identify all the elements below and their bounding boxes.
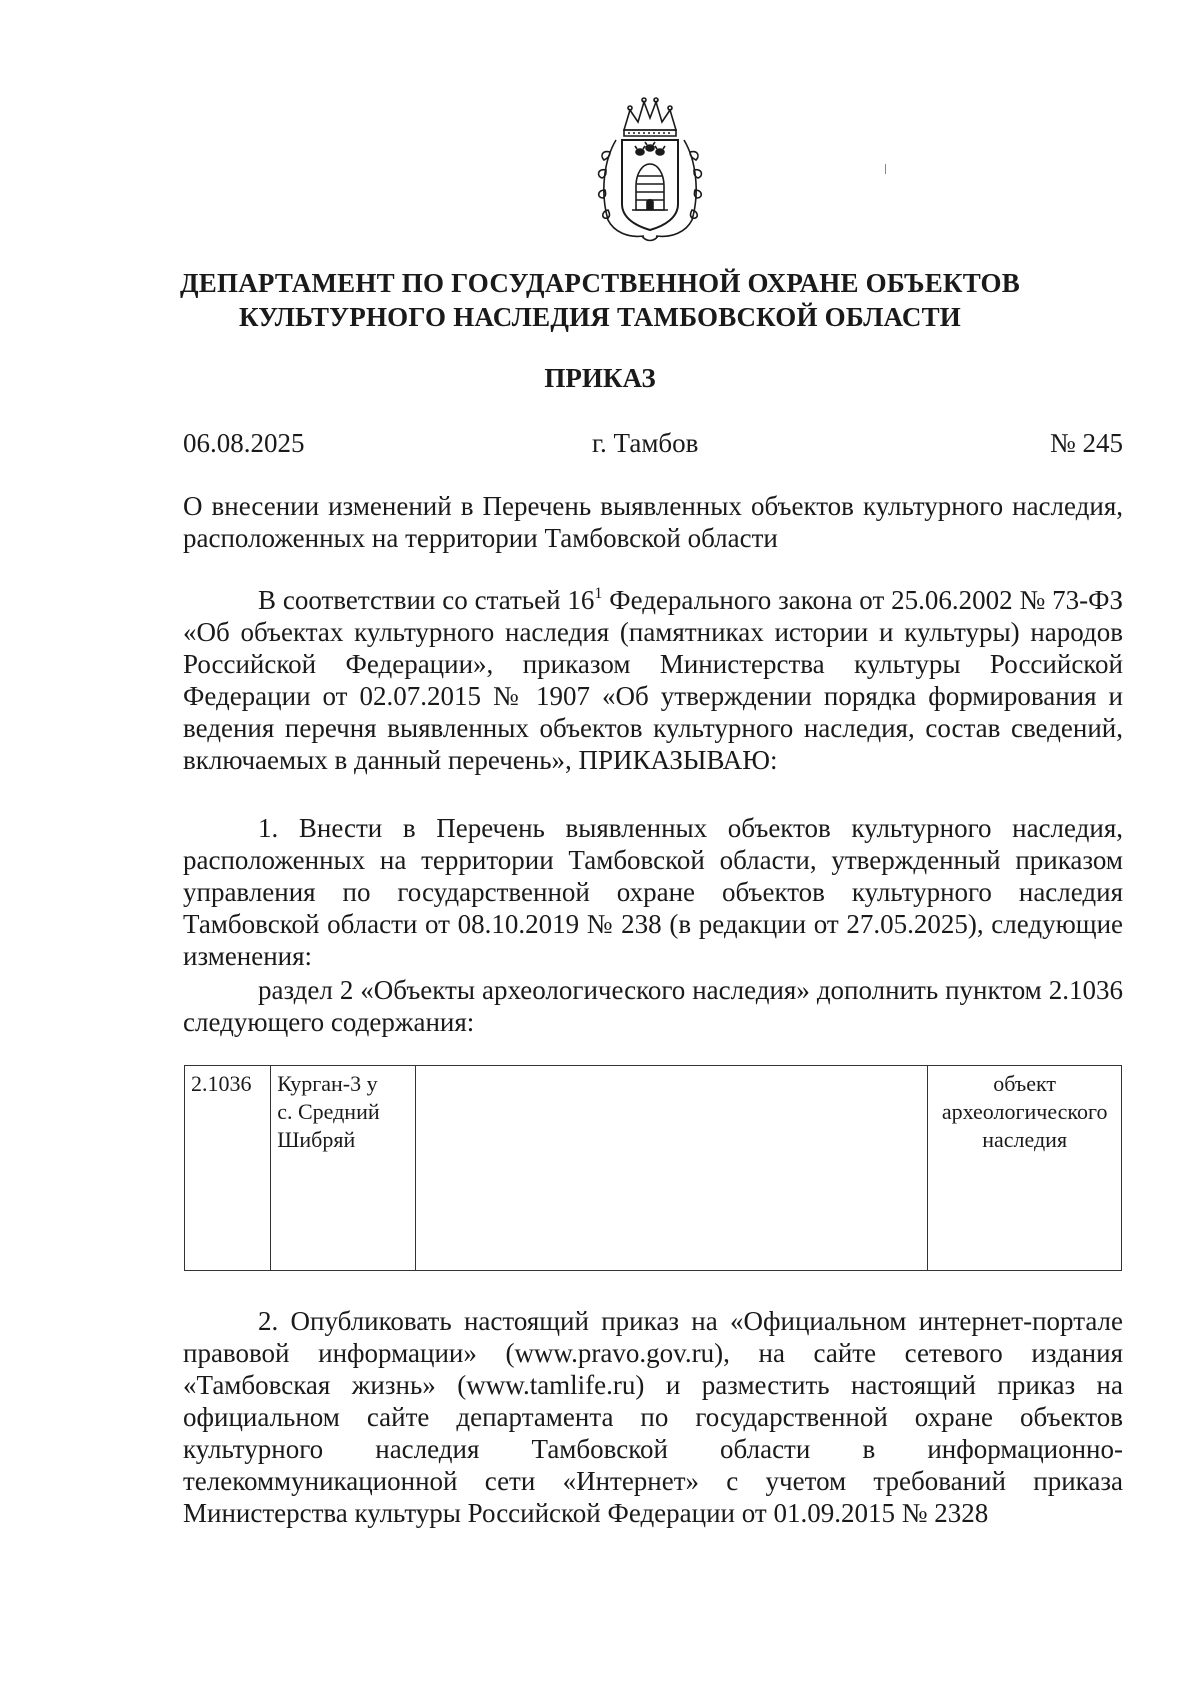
- article-superscript: 1: [594, 585, 603, 602]
- order-subject: О внесении изменений в Перечень выявленных объектов культурного наследия, расположенных на территории Тамбовской области: [183, 491, 1123, 553]
- tambov-coat-of-arms-icon: [594, 96, 706, 242]
- department-name: [150, 266, 1050, 334]
- document-type-title: ПРИКАЗ: [544, 363, 656, 393]
- order-date: 06.08.2025: [183, 428, 305, 458]
- section-addition-note: раздел 2 «Объекты археологического наследия» дополнить пунктом 2.1036 следующего содержания:: [183, 975, 1123, 1037]
- order-city: г. Тамбов: [592, 428, 699, 458]
- object-type-line: археологического: [941, 1099, 1108, 1124]
- order-item-2: 2. Опубликовать настоящий приказ на «Официальном интернет-портале правовой информации» (www.pravo.gov.ru), на сайте сетевого издания «Тамбовская жизнь» (www.tamlife.ru) и разместить настоящий приказ на официальном сайте департамента по государственной охране объектов культурного наследия Тамбовской области в информационно-телекоммуникационной сети «Интернет» с учетом требований приказа Министерства культуры Российской Федерации от 01.09.2015 № 2328: [183, 1306, 1123, 1528]
- order-item-1: 1. Внести в Перечень выявленных объектов культурного наследия, расположенных на территории Тамбовской области, утвержденный приказом управления по государственной охране объектов культурного наследия Тамбовской области от 08.10.2019 № 238 (в редакции от 27.05.2025), следующие изменения:: [183, 813, 1123, 971]
- object-type-line: объект: [993, 1071, 1057, 1096]
- object-name-line: Курган-3 у: [277, 1071, 378, 1096]
- object-number-cell: 2.1036: [185, 1066, 271, 1271]
- legal-basis-paragraph: [183, 584, 1123, 776]
- object-type-cell: [928, 1066, 1122, 1271]
- object-name-cell: [271, 1066, 416, 1271]
- department-name-line-2: КУЛЬТУРНОГО НАСЛЕДИЯ ТАМБОВСКОЙ ОБЛАСТИ: [239, 302, 961, 332]
- legal-basis-prefix: В соответствии со статьей 16: [258, 585, 595, 615]
- order-meta-row: [183, 426, 1123, 460]
- legal-basis-rest: Федерального закона от 25.06.2002 № 73-ФЗ «Об объектах культурного наследия (памятниках истории и культуры) народов Российской Федерации», приказом Министерства культуры Российской Федерации от 02.07.2015 № 1907 «Об утверждении порядка формирования и ведения перечня выявленных объектов культурного наследия, состав сведений, включаемых в данный перечень», ПРИКАЗЫВАЮ:: [183, 585, 1123, 775]
- heritage-object-table: [184, 1065, 1122, 1271]
- object-name-line: Шибряй: [277, 1127, 356, 1152]
- object-location-cell: [416, 1066, 928, 1271]
- object-name-line: с. Средний: [277, 1099, 380, 1124]
- object-type-line: наследия: [982, 1127, 1068, 1152]
- scan-artifact: [885, 164, 886, 174]
- order-number: № 245: [1049, 428, 1123, 458]
- table-row: [185, 1066, 1122, 1271]
- department-name-line-1: ДЕПАРТАМЕНТ ПО ГОСУДАРСТВЕННОЙ ОХРАНЕ ОБЪЕКТОВ: [180, 268, 1020, 298]
